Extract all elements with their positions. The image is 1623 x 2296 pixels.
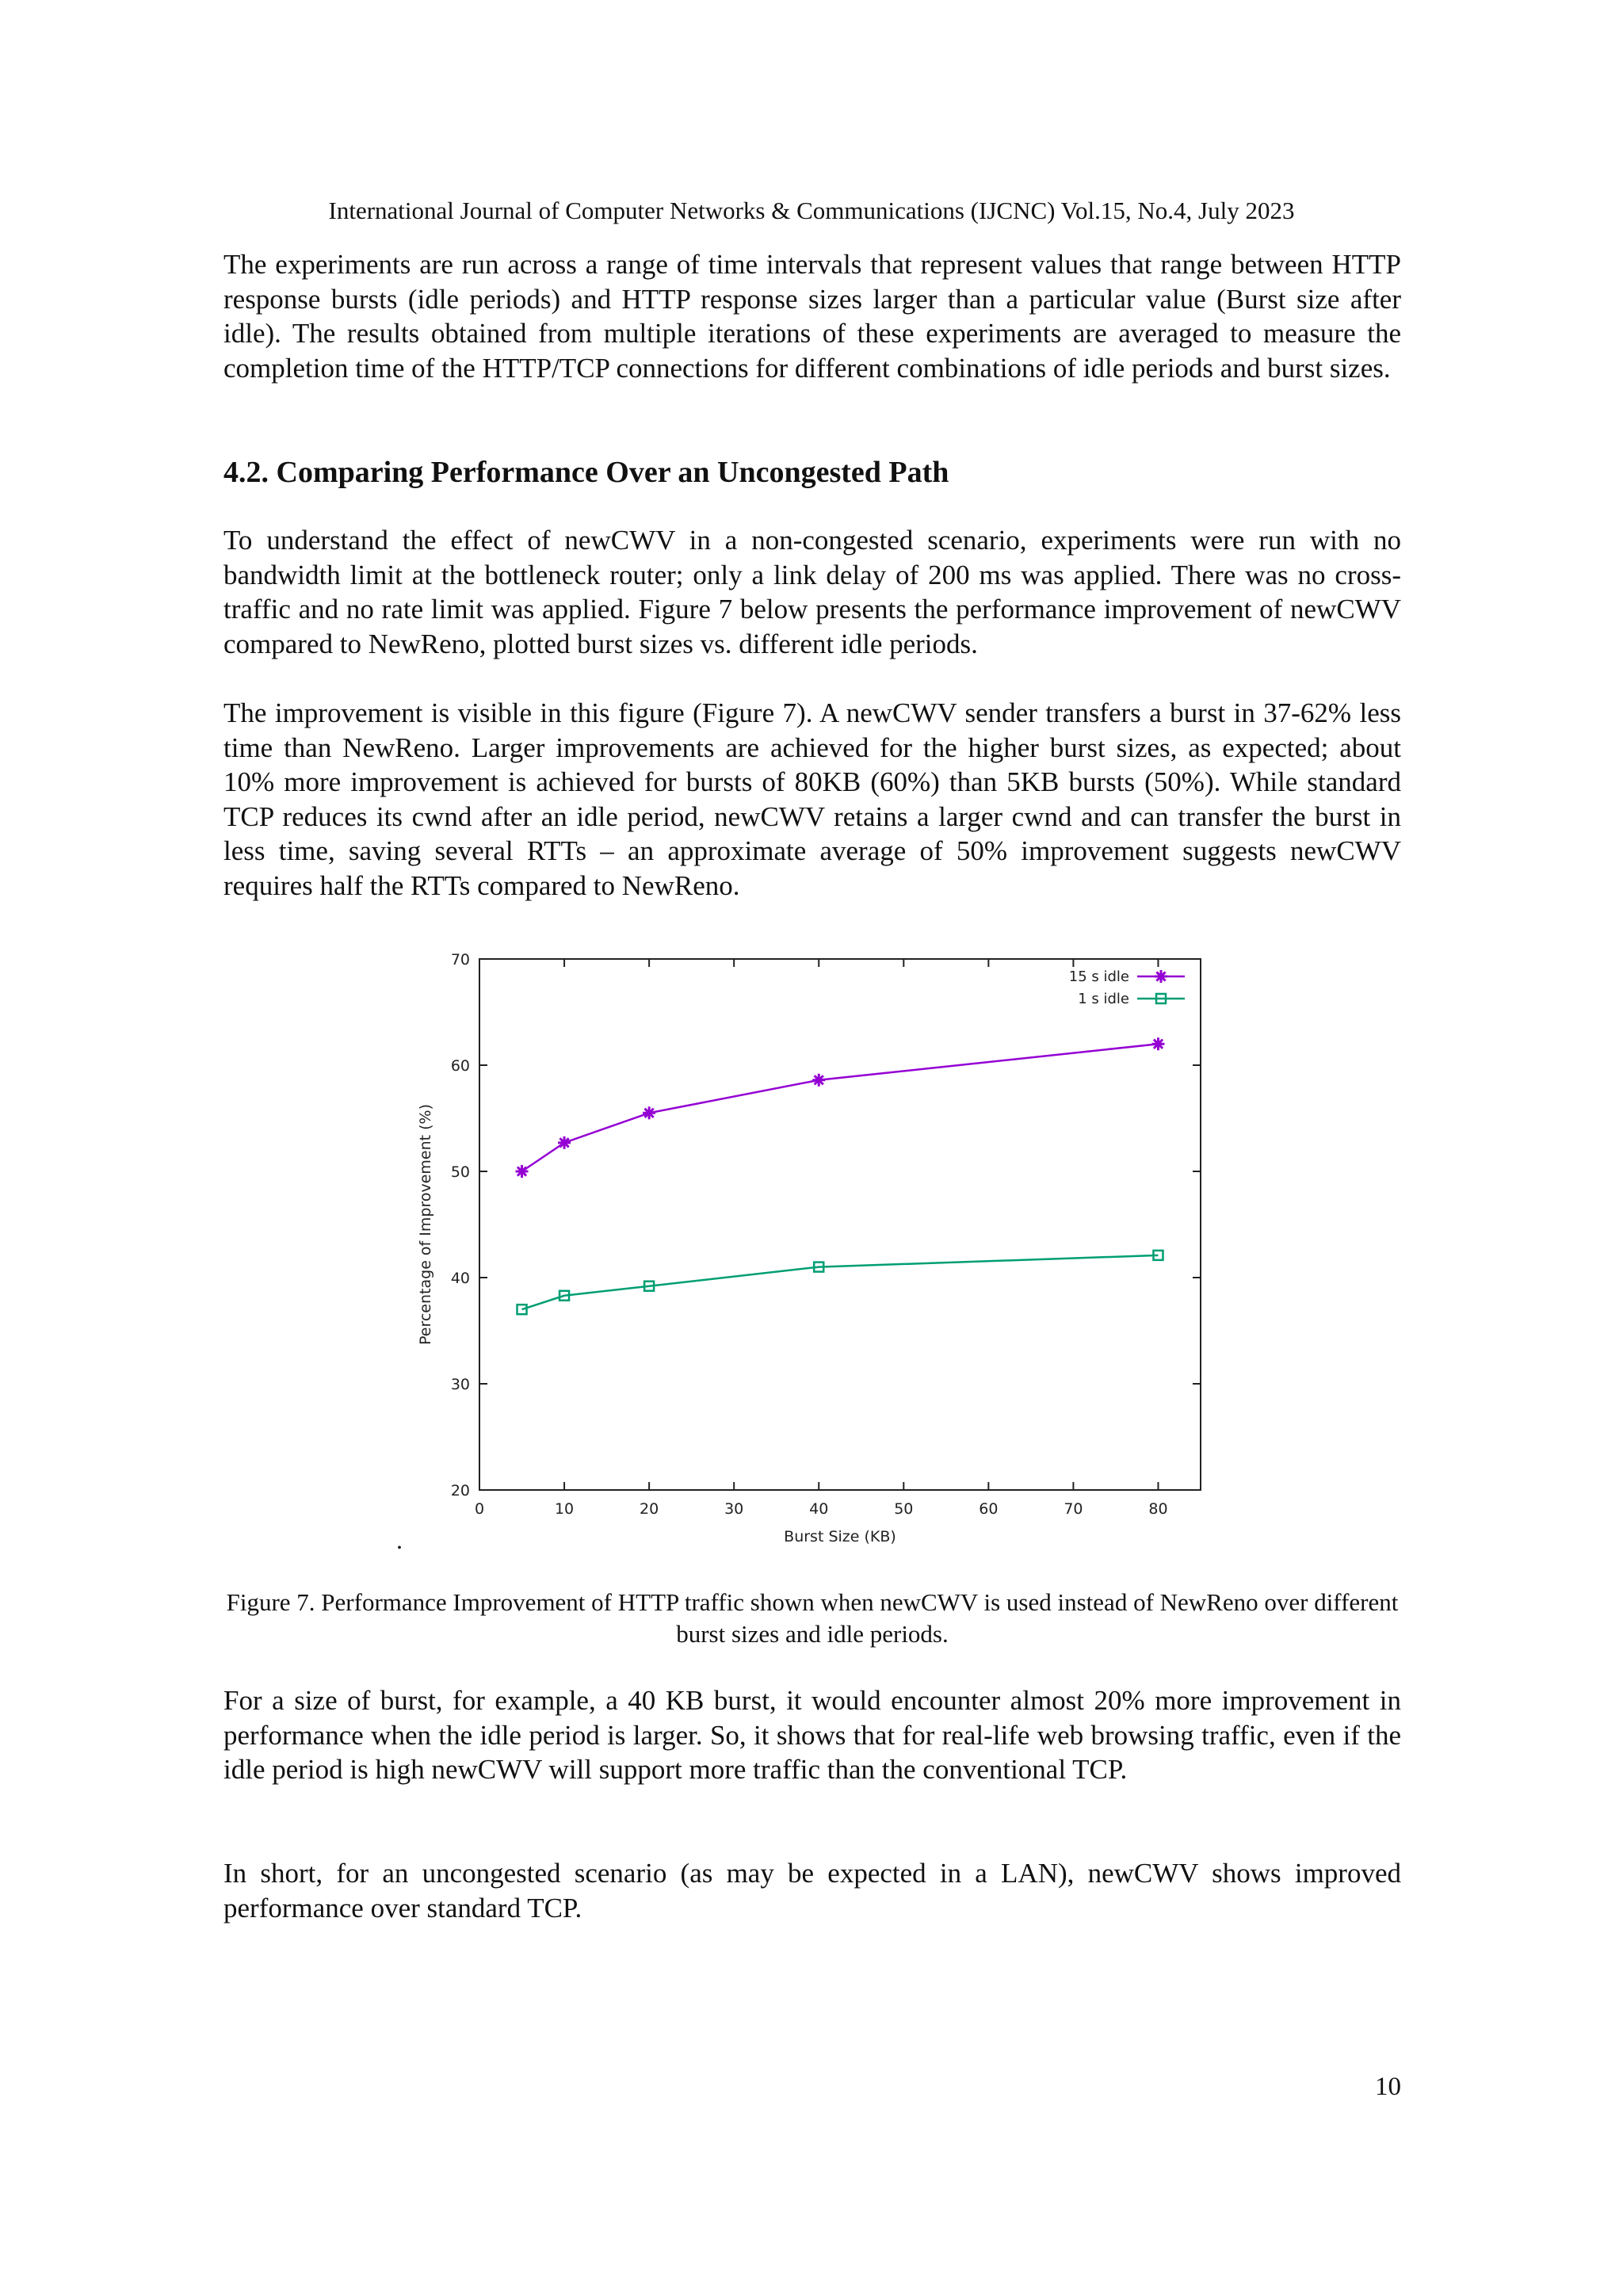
x-axis-label: Burst Size (KB)	[784, 1528, 896, 1545]
x-tick-label: 70	[1064, 1500, 1083, 1518]
data-point-asterisk	[1151, 1037, 1164, 1050]
data-point-asterisk	[1155, 970, 1167, 983]
journal-header: International Journal of Computer Networks & Communications (IJCNC) Vol.15, No.4, July 2023	[328, 197, 1295, 224]
plot-frame	[479, 959, 1201, 1490]
y-tick-label: 70	[450, 951, 470, 968]
y-axis-label: Percentage of Improvement (%)	[417, 1103, 434, 1346]
series-line-1s-idle	[522, 1255, 1159, 1309]
y-tick-label: 60	[450, 1057, 470, 1075]
y-tick-label: 50	[450, 1163, 470, 1181]
paragraph-3: The improvement is visible in this figure (Figure 7). A newCWV sender transfers a burst in 37-62% less time than NewReno. Larger improvements are achieved for the higher burst sizes, as expected; about 10% more improvement is achieved for bursts of 80KB (60%) than 5KB bursts (50%). While standard TCP reduces its cwnd after an idle period, newCWV retains a larger cwnd and can transfer the burst in less time, saving several RTTs – an approximate average of 50% improvement suggests newCWV requires half the RTTs compared to NewReno.	[223, 697, 1401, 901]
x-tick-label: 10	[554, 1500, 575, 1518]
x-tick-label: 50	[894, 1500, 914, 1518]
x-tick-label: 20	[640, 1500, 659, 1518]
figure-7-chart	[396, 943, 1236, 1561]
legend-label: 15 s idle	[1068, 968, 1129, 985]
paragraph-5: In short, for an uncongested scenario (as may be expected in a LAN), newCWV shows improved performance over standard TCP.	[223, 1858, 1401, 1924]
stray-mark: .	[396, 1526, 403, 1554]
legend-label: 1 s idle	[1078, 991, 1129, 1007]
section-heading: 4.2. Comparing Performance Over an Uncongested Path	[223, 456, 949, 489]
data-point-asterisk	[516, 1165, 529, 1178]
x-tick-label: 40	[809, 1500, 829, 1518]
data-point-asterisk	[643, 1106, 655, 1119]
data-point-asterisk	[558, 1137, 571, 1149]
y-tick-label: 20	[450, 1482, 470, 1499]
figure-caption: Figure 7. Performance Improvement of HTTP traffic shown when newCWV is used instead of NewReno over different burst sizes and idle periods.	[226, 1588, 1399, 1648]
series-line-15s-idle	[522, 1044, 1159, 1171]
data-point-asterisk	[812, 1074, 825, 1087]
x-tick-label: 80	[1148, 1500, 1168, 1518]
y-tick-label: 30	[450, 1376, 470, 1393]
paragraph-2: To understand the effect of newCWV in a non-congested scenario, experiments were run with no bandwidth limit at the bottleneck router; only a link delay of 200 ms was applied. There was no cross-traffic and no rate limit was applied. Figure 7 below presents the performance improvement of newCWV compared to NewReno, plotted burst sizes vs. different idle periods.	[223, 525, 1401, 659]
paragraph-4: For a size of burst, for example, a 40 KB burst, it would encounter almost 20% more improvement in performance when the idle period is larger. So, it shows that for real-life web browsing traffic, even if the idle period is high newCWV will support more traffic than the conventional TCP.	[223, 1685, 1401, 1785]
x-tick-label: 30	[724, 1500, 744, 1518]
x-tick-label: 0	[474, 1500, 485, 1518]
paragraph-1: The experiments are run across a range of time intervals that represent values that range between HTTP response bursts (idle periods) and HTTP response sizes larger than a particular value (Burst size after idle). The results obtained from multiple iterations of these experiments are averaged to measure the completion time of the HTTP/TCP connections for different combinations of idle periods and burst sizes.	[223, 249, 1401, 384]
page-number: 10	[1375, 2073, 1401, 2101]
y-tick-label: 40	[450, 1270, 470, 1287]
x-tick-label: 60	[979, 1500, 999, 1518]
